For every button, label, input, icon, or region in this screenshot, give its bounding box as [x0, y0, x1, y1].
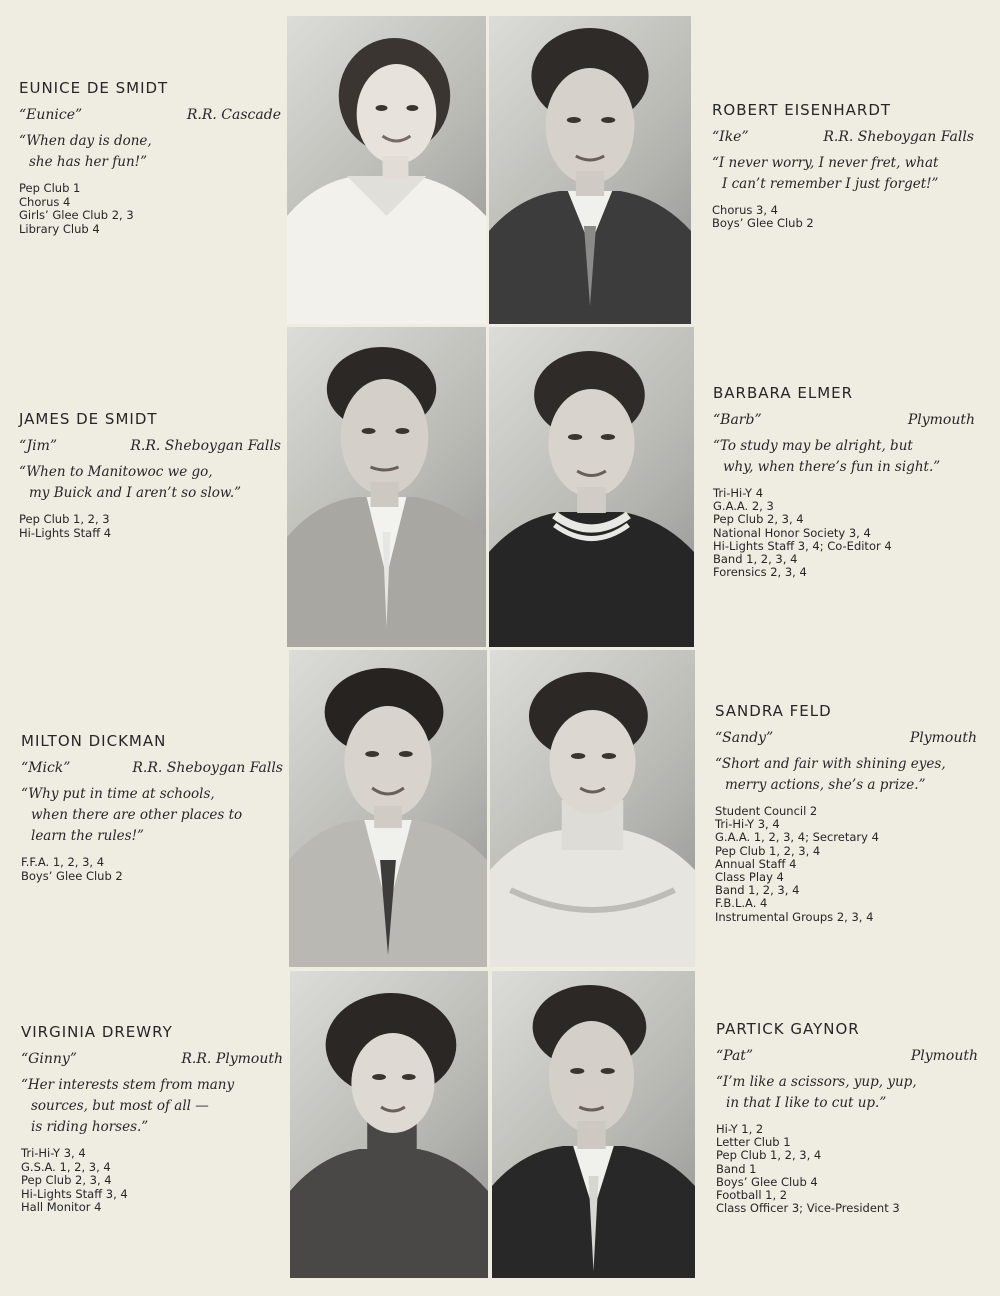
student-hometown: R.R. Plymouth [181, 1051, 283, 1067]
student-nickname: “Sandy” [715, 730, 774, 746]
portrait-photo [489, 327, 694, 647]
student-hometown: R.R. Sheboygan Falls [130, 438, 281, 454]
student-entry [19, 410, 281, 540]
student-entry [21, 1023, 283, 1215]
student-quote: “To study may be alright, but why, when there’s fun in sight.” [713, 438, 941, 475]
activity-list: Pep Club 1 Chorus 4 Girls’ Glee Club 2, 3 Library Club 4 [19, 181, 134, 236]
portrait-photo [490, 650, 695, 967]
student-quote: “When day is done, she has her fun!” [19, 133, 152, 170]
student-hometown: Plymouth [910, 1048, 978, 1064]
student-entry [21, 732, 283, 883]
portrait-image [490, 650, 695, 967]
portrait-photo [492, 971, 695, 1278]
portrait-image [492, 971, 695, 1278]
student-entry [19, 79, 281, 236]
portrait-image [287, 327, 486, 647]
student-quote: “Why put in time at schools, when there are other places to learn the rules!” [21, 786, 243, 844]
student-hometown: R.R. Sheboygan Falls [132, 760, 283, 776]
portrait-image [290, 971, 488, 1278]
student-entry [712, 101, 974, 230]
student-nickname: “Ginny” [21, 1051, 77, 1067]
student-hometown: R.R. Sheboygan Falls [823, 129, 974, 145]
student-nickname: “Mick” [21, 760, 71, 776]
student-nickname: “Ike” [712, 129, 749, 145]
portrait-photo [287, 16, 486, 324]
student-nickname: “Eunice” [19, 107, 83, 123]
portrait-image [289, 650, 487, 967]
student-quote: “When to Manitowoc we go, my Buick and I aren’t so slow.” [19, 464, 242, 501]
student-hometown: Plymouth [909, 730, 977, 746]
student-hometown: Plymouth [907, 412, 975, 428]
student-entry [716, 1020, 978, 1215]
portrait-photo [289, 650, 487, 967]
student-name: BARBARA ELMER [713, 384, 854, 402]
portrait-photo [489, 16, 691, 324]
student-name: VIRGINIA DREWRY [21, 1023, 173, 1041]
portrait-photo [287, 327, 486, 647]
student-name: PARTICK GAYNOR [716, 1020, 860, 1038]
student-name: MILTON DICKMAN [21, 732, 167, 750]
student-nickname: “Barb” [713, 412, 762, 428]
student-name: JAMES DE SMIDT [19, 410, 158, 428]
student-quote: “I’m like a scissors, yup, yup, in that I like to cut up.” [716, 1074, 917, 1111]
student-quote: “Her interests stem from many sources, but most of all — is riding horses.” [21, 1077, 235, 1135]
student-quote: “Short and fair with shining eyes, merry actions, she’s a prize.” [715, 756, 946, 793]
activity-list: Hi-Y 1, 2 Letter Club 1 Pep Club 1, 2, 3, 4 Band 1 Boys’ Glee Club 4 Football 1, 2 Class Officer 3; Vice-President 3 [716, 1122, 900, 1216]
student-name: SANDRA FELD [715, 702, 832, 720]
student-nickname: “Pat” [716, 1048, 754, 1064]
activity-list: Tri-Hi-Y 3, 4 G.S.A. 1, 2, 3, 4 Pep Club 2, 3, 4 Hi-Lights Staff 3, 4 Hall Monitor 4 [21, 1146, 128, 1215]
portrait-image [287, 16, 486, 324]
student-hometown: R.R. Cascade [186, 107, 281, 123]
student-quote: “I never worry, I never fret, what I can’t remember I just forget!” [712, 155, 939, 192]
student-entry [713, 384, 975, 579]
student-name: ROBERT EISENHARDT [712, 101, 892, 119]
portrait-image [489, 327, 694, 647]
activity-list: Tri-Hi-Y 4 G.A.A. 2, 3 Pep Club 2, 3, 4 National Honor Society 3, 4 Hi-Lights Staff 3, 4; Co-Editor 4 Band 1, 2, 3, 4 Forensics 2, 3, 4 [713, 486, 892, 580]
student-nickname: “Jim” [19, 438, 58, 454]
portrait-image [489, 16, 691, 324]
activity-list: Chorus 3, 4 Boys’ Glee Club 2 [712, 203, 814, 231]
activity-list: F.F.A. 1, 2, 3, 4 Boys’ Glee Club 2 [21, 855, 123, 883]
student-name: EUNICE DE SMIDT [19, 79, 169, 97]
activity-list: Pep Club 1, 2, 3 Hi-Lights Staff 4 [19, 512, 112, 540]
portrait-photo [290, 971, 488, 1278]
activity-list: Student Council 2 Tri-Hi-Y 3, 4 G.A.A. 1, 2, 3, 4; Secretary 4 Pep Club 1, 2, 3, 4 Annual Staff 4 Class Play 4 Band 1, 2, 3, 4 F.B.L.A. 4 Instrumental Groups 2, 3, 4 [715, 804, 879, 924]
student-entry [715, 702, 977, 924]
